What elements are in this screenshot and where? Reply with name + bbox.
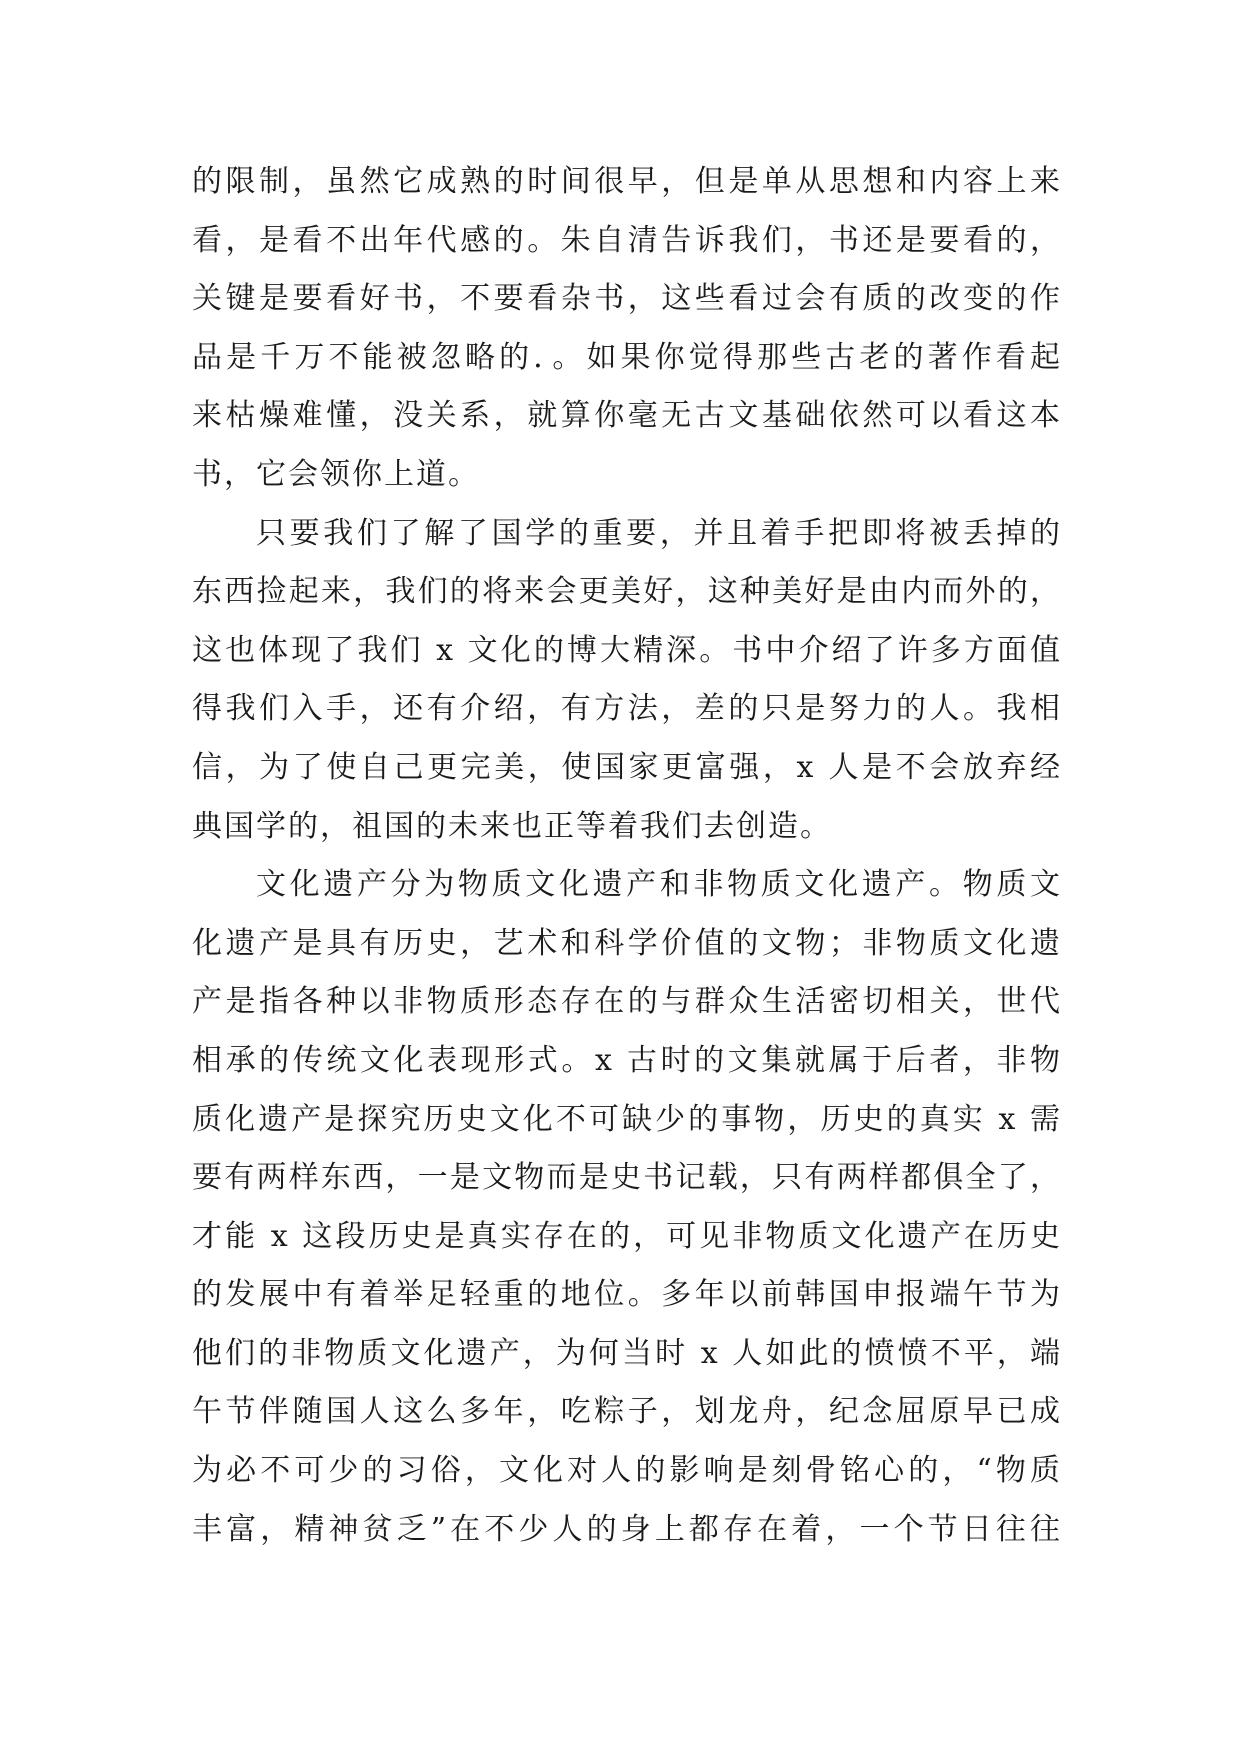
text-line: 午节伴随国人这么多年，吃粽子，划龙舟，纪念屈原早已成: [192, 1394, 1062, 1430]
text-line: 产是指各种以非物质形态存在的与群众生活密切相关，世代: [192, 984, 1062, 1020]
text-line: 品是千万不能被忽略的．。如果你觉得那些古老的著作看起: [192, 339, 1062, 375]
text-line: 为必不可少的习俗，文化对人的影响是刻骨铭心的，“物质: [192, 1453, 1062, 1489]
text-line: 他们的非物质文化遗产，为何当时 x 人如此的愤愤不平，端: [192, 1335, 1062, 1371]
text-line: 的限制，虽然它成熟的时间很早，但是单从思想和内容上来: [192, 164, 1062, 199]
paragraph-1: [192, 153, 1062, 505]
text-line: 才能 x 这段历史是真实存在的，可见非物质文化遗产在历史: [192, 1218, 1062, 1254]
text-line: 化遗产是具有历史，艺术和科学价值的文物；非物质文化遗: [192, 925, 1062, 961]
text-line: 东西捡起来，我们的将来会更美好，这种美好是由内而外的，: [192, 574, 1062, 610]
text-line: 书，它会领你上道。: [192, 456, 480, 492]
text-line: 来枯燥难懂，没关系，就算你毫无古文基础依然可以看这本: [192, 398, 1062, 434]
text-line: 得我们入手，还有介绍，有方法，差的只是努力的人。我相: [192, 691, 1062, 727]
text-line: 文化遗产分为物质文化遗产和非物质文化遗产。物质文: [256, 867, 1062, 903]
paragraph-3: [192, 856, 1062, 1559]
document-body: [192, 153, 1062, 1559]
text-line: 相承的传统文化表现形式。x 古时的文集就属于后者，非物: [192, 1042, 1062, 1078]
text-line: 这也体现了我们 x 文化的博大精深。书中介绍了许多方面值: [192, 632, 1062, 668]
text-line: 只要我们了解了国学的重要，并且着手把即将被丢掉的: [256, 515, 1062, 551]
text-line: 信，为了使自己更完美，使国家更富强，x 人是不会放弃经: [192, 749, 1062, 785]
text-line: 质化遗产是探究历史文化不可缺少的事物，历史的真实 x 需: [192, 1101, 1062, 1137]
text-line: 丰富，精神贫乏”在不少人的身上都存在着，一个节日往往: [192, 1511, 1062, 1547]
text-line: 典国学的，祖国的未来也正等着我们去创造。: [192, 808, 832, 844]
text-line: 要有两样东西，一是文物而是史书记载，只有两样都俱全了，: [192, 1160, 1062, 1196]
paragraph-2: [192, 505, 1062, 857]
text-line: 关键是要看好书，不要看杂书，这些看过会有质的改变的作: [192, 281, 1062, 317]
text-line: 的发展中有着举足轻重的地位。多年以前韩国申报端午节为: [192, 1277, 1062, 1313]
text-line: 看，是看不出年代感的。朱自清告诉我们，书还是要看的，: [192, 222, 1062, 258]
